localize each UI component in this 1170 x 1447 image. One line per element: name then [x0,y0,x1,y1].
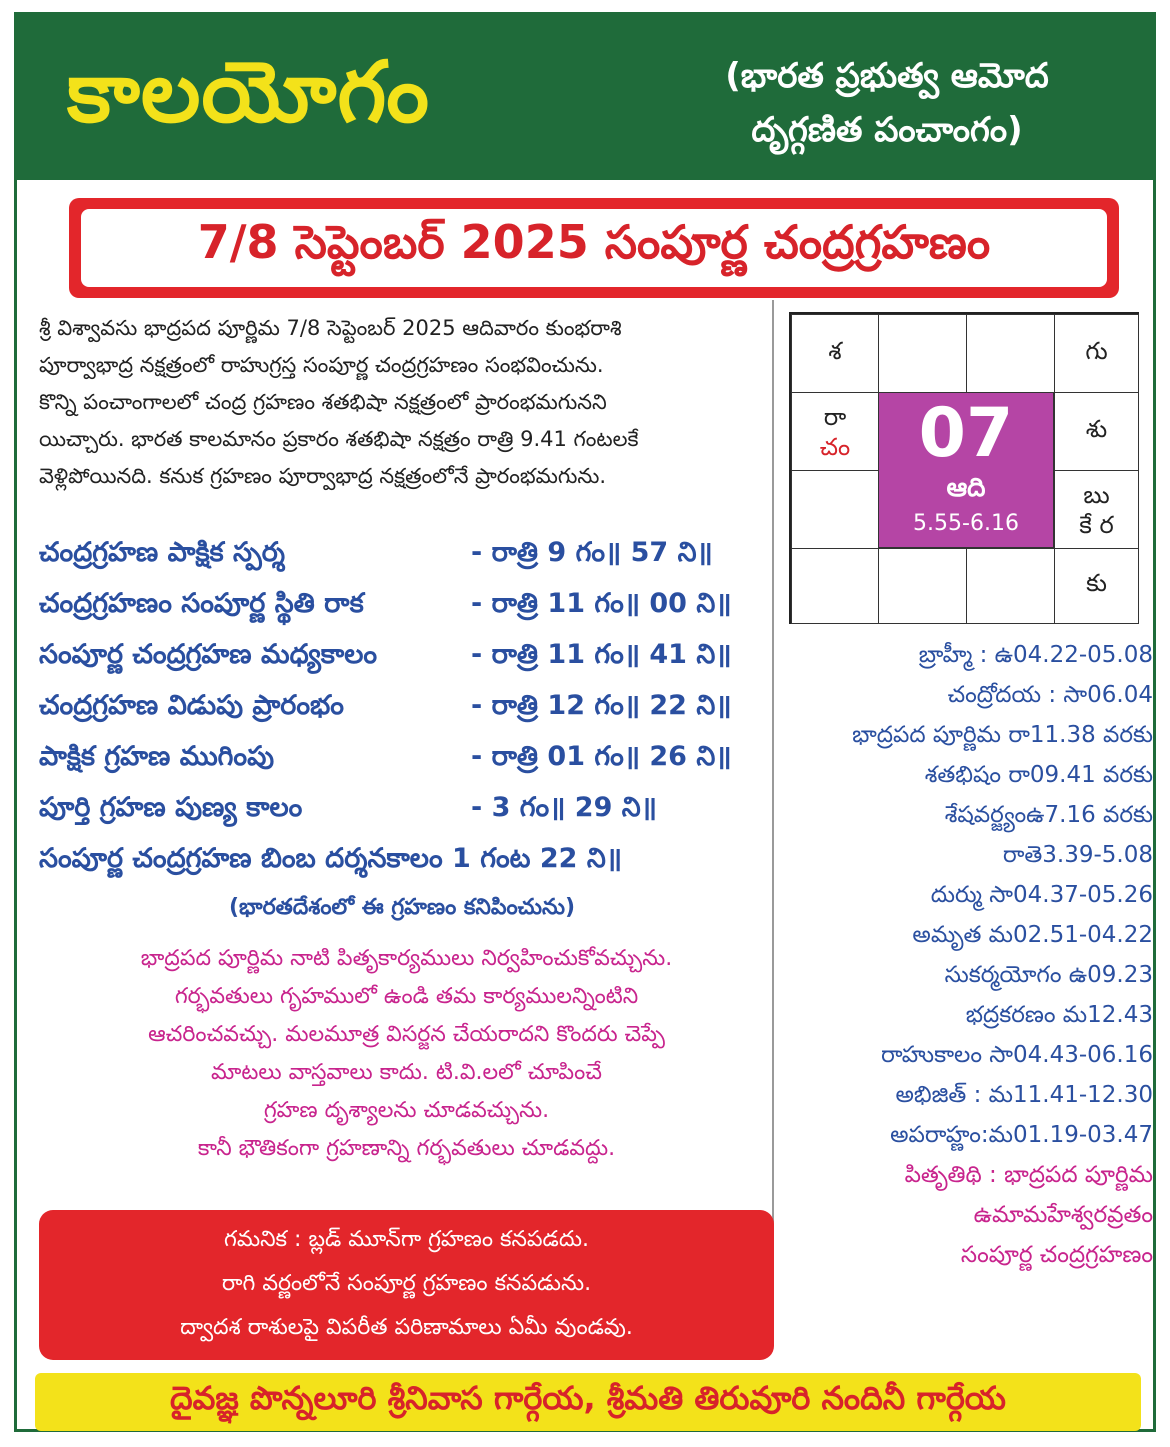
timing-value: - రాత్రి 01 గం॥ 26 ని॥ [471,740,732,772]
chart-cell-text: బు [1083,480,1110,509]
eclipse-timings [39,530,784,836]
detail-item: ఉమామహేశ్వరవ్రతం [973,1202,1153,1228]
page-frame [14,12,1156,1432]
sunrise-sunset: 5.55-6.16 [913,511,1019,536]
detail-item: పితృతిథి : భాద్రపద పూర్ణిమ [904,1162,1153,1188]
chart-cell-text: చం [819,432,851,461]
advice-line: మాటలు వాస్తవాలు కాదు. టి.వి.లలో చూపించే [211,1060,602,1085]
intro-line: కొన్ని పంచాంగాలలో చంద్ర గ్రహణం శతభిషా నక్షత్రంలో ప్రారంభమగునని [39,390,607,414]
timing-value: - 3 గం॥ 29 ని॥ [471,791,657,823]
timing-row [39,632,784,683]
tagline [677,49,1097,157]
chart-cell [878,548,967,624]
timing-row [39,734,784,785]
detail-item: బ్రాహ్మీ : ఉ04.22-05.08 [918,642,1153,668]
rasi-chart [789,312,1139,624]
advice-line: గ్రహణ దృశ్యాలను చూడవచ్చును. [263,1098,550,1123]
intro-line: యిచ్చారు. భారత కాలమానం ప్రకారం శతభిషా నక్షత్రం రాత్రి 9.41 గంటలకే [39,427,639,451]
note-line: ద్వాదశ రాశులపై విపరీత పరిణామాలు ఏమీ వుండవు. [180,1315,633,1340]
timing-row [39,683,784,734]
note-line: రాగి వర్ణంలోనే సంపూర్ణ గ్రహణం కనపడును. [221,1271,592,1296]
banner-title: 7/8 సెప్టెంబర్ 2025 సంపూర్ణ చంద్రగ్రహణం [81,209,1107,287]
panchang-details [781,635,1153,1275]
advice-line: కానీ భౌతికంగా గ్రహణాన్ని గర్భవతులు చూడవద్దు. [197,1136,616,1161]
timing-value: - రాత్రి 12 గం॥ 22 ని॥ [471,689,732,721]
chart-cell [966,314,1055,393]
chart-cell [878,314,967,393]
intro-line: పూర్వాభాద్ర నక్షత్రంలో రాహుగ్రస్త సంపూర్ణ చంద్రగ్రహణం సంభవించును. [39,353,604,377]
timing-label: చంద్రగ్రహణం సంపూర్ణ స్థితి రాక [39,587,364,619]
detail-item: రాహుకాలం సా04.43-06.16 [880,1042,1153,1068]
chart-cell [1054,392,1139,471]
advice-line: భాద్రపద పూర్ణిమ నాటి పితృకార్యములు నిర్వహించుకోవచ్చును. [140,946,673,971]
detail-item: అపరాహ్ణం:మ01.19-03.47 [890,1122,1153,1148]
chart-cell [966,548,1055,624]
advice-paragraph [39,940,774,1168]
chart-cell-text: రా [823,402,847,431]
chart-cell-text: శు [1085,414,1108,443]
darshana-duration: సంపూర్ణ చంద్రగ్రహణ బింబ దర్శనకాలం 1 గంట 22 ని॥ [39,843,622,874]
chart-cell [1054,470,1139,549]
intro-line: వెళ్లిపోయినది. కనుక గ్రహణం పూర్వాభాద్ర నక్షత్రంలోనే ప్రారంభమగును. [39,464,607,488]
timing-row [39,530,784,581]
chart-cell [791,314,879,393]
author-footer: దైవజ్ఞ పొన్నలూరి శ్రీనివాస గార్గేయ, శ్రీమతి తిరువూరి నందినీ గార్గేయ [35,1373,1141,1431]
detail-item: శతభిషం రా09.41 వరకు [924,762,1153,788]
chart-cell-text: కు [1086,569,1107,597]
detail-item: సంపూర్ణ చంద్రగ్రహణం [960,1242,1153,1268]
brand-title: కాలయోగం [67,43,430,141]
eclipse-banner [69,198,1119,298]
chart-cell-text: శ [828,336,842,365]
note-line: గమనిక : బ్లడ్ మూన్‌గా గ్రహణం కనపడదు. [224,1227,589,1252]
timing-value: - రాత్రి 11 గం॥ 41 ని॥ [471,638,732,670]
detail-item: రాతె3.39-5.08 [1002,842,1153,868]
timing-label: చంద్రగ్రహణ పాక్షిక స్పర్శ [39,536,285,568]
chart-cell [791,548,879,624]
detail-item: దుర్ము సా04.37-05.26 [930,882,1153,908]
chart-center-date [878,392,1054,548]
detail-item: భద్రకరణం మ12.43 [965,1002,1153,1028]
advice-line: గర్భవతులు గృహములో ఉండి తమ కార్యములన్నింటిని [174,984,639,1009]
chart-cell [791,392,879,471]
advice-line: ఆచరించవచ్చు. మలమూత్ర విసర్జన చేయరాదని కొందరు చెప్పే [148,1022,665,1047]
timing-label: పూర్తి గ్రహణ పుణ్య కాలం [39,791,303,823]
intro-line: శ్రీ విశ్వావసు భాద్రపద పూర్ణిమ 7/8 సెప్టెంబర్ 2025 ఆదివారం కుంభరాశి [39,316,622,340]
chart-cell-text: గు [1085,336,1108,365]
timing-label: పాక్షిక గ్రహణ ముగింపు [39,740,275,772]
detail-item: భాద్రపద పూర్ణిమ రా11.38 వరకు [852,722,1153,748]
timing-label: సంపూర్ణ చంద్రగ్రహణ మధ్యకాలం [39,638,378,670]
header [17,15,1153,180]
detail-item: సుకర్మయోగం ఉ09.23 [944,962,1153,988]
timing-value: - రాత్రి 11 గం॥ 00 ని॥ [471,587,732,619]
date-day: 07 [918,394,1014,473]
tagline-line-2: దృగ్గణిత పంచాంగం) [751,110,1023,150]
detail-item: అమృత మ02.51-04.22 [912,922,1153,948]
timing-row [39,581,784,632]
timing-label: చంద్రగ్రహణ విడుపు ప్రారంభం [39,689,344,721]
note-box [39,1210,774,1360]
detail-item: చంద్రోదయ : సా06.04 [947,682,1153,708]
timing-value: - రాత్రి 9 గం॥ 57 ని॥ [471,536,713,568]
visibility-note: (భారతదేశంలో ఈ గ్రహణం కనిపించును) [228,895,576,920]
intro-paragraph [39,310,771,495]
detail-item: అభిజిత్ : మ11.41-12.30 [895,1082,1153,1108]
chart-cell [1054,548,1139,624]
chart-cell [791,470,879,549]
chart-cell-text: కే ర [1079,510,1114,539]
detail-item: శేషవర్జ్యంఉ7.16 వరకు [944,802,1153,828]
timing-row [39,785,784,836]
tagline-line-1: (భారత ప్రభుత్వ ఆమోద [725,56,1049,96]
chart-cell [1054,314,1139,393]
date-weekday: ఆది [946,473,986,503]
